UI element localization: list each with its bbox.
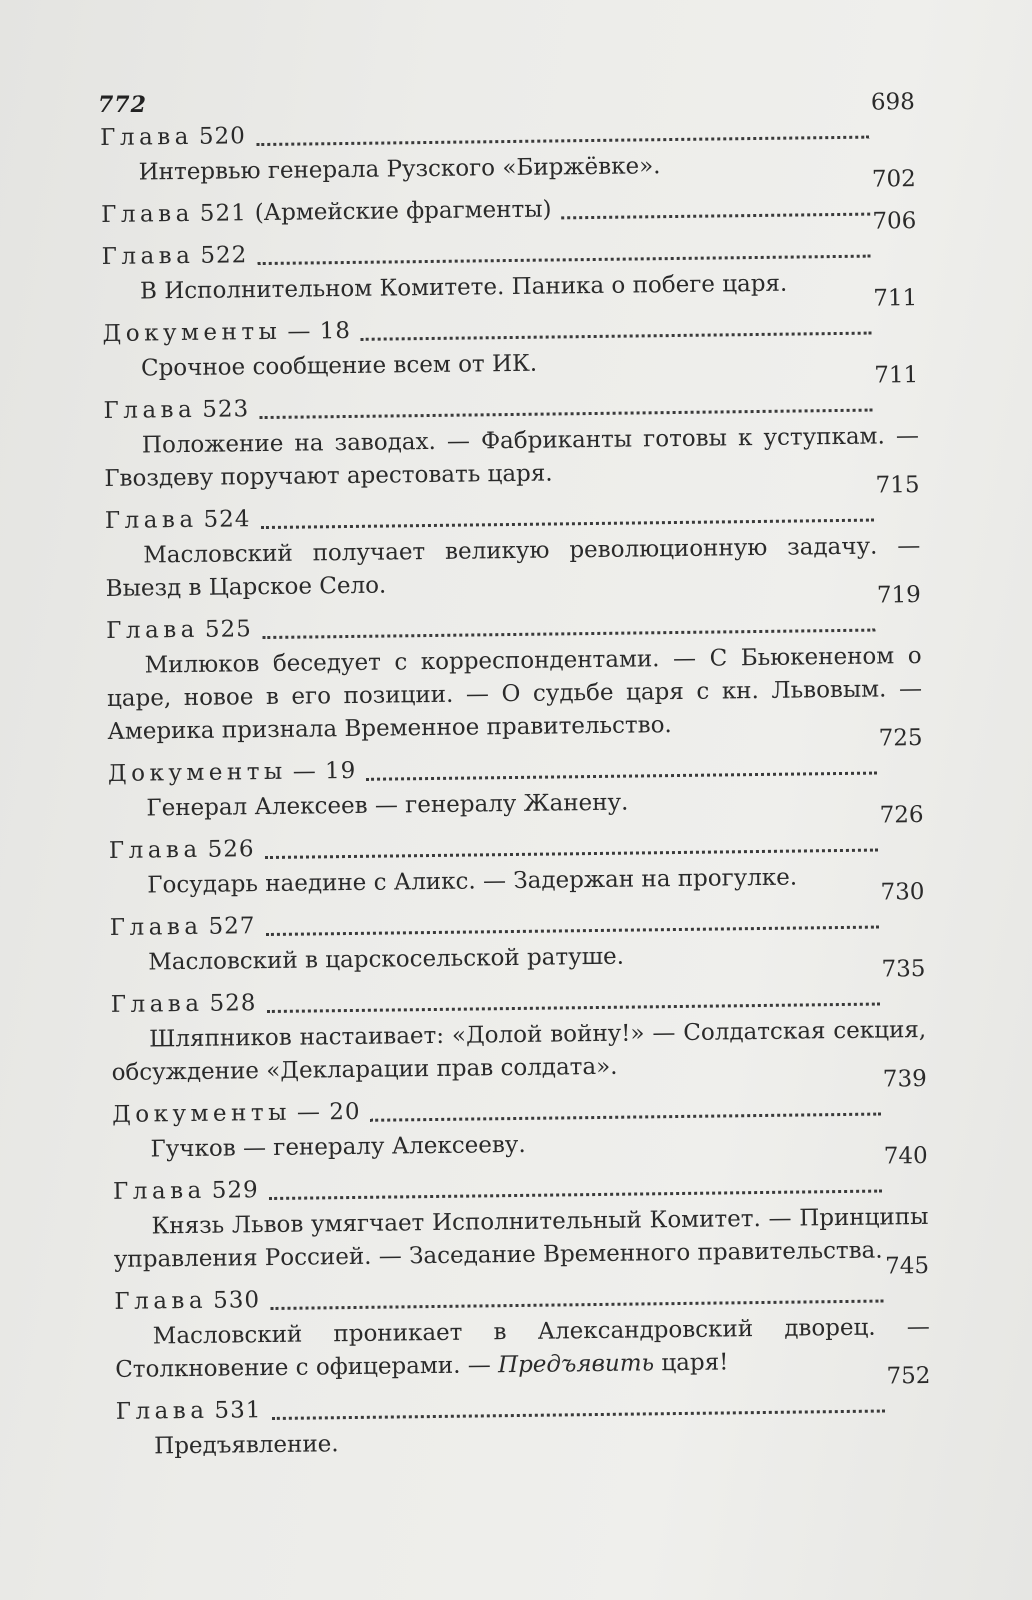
entry-label: Глава <box>109 913 203 941</box>
entry-label: Глава <box>104 506 198 534</box>
entry-number: 520 <box>198 123 246 150</box>
entry-description-emphasis: Предъявить <box>497 1350 655 1379</box>
entry-label: Документы <box>102 318 282 347</box>
entry-page-ref: 719 <box>876 582 921 609</box>
entry-label: Глава <box>103 396 197 424</box>
entry-description: Милюков беседует с корреспондентами. — С Бьюкененом о царе, новое в его позиции. — О судьбе царя с кн. Львовым. — Америка признала Временное правительство. <box>106 643 923 745</box>
dot-leader <box>271 1409 884 1420</box>
entry-page-ref: 735 <box>881 955 926 983</box>
entry-description <box>115 1311 931 1387</box>
entry-number: 530 <box>212 1287 261 1314</box>
dot-leader <box>256 135 869 146</box>
entry-label: Документы <box>111 1099 292 1128</box>
entry-page-ref: 698 <box>870 89 915 116</box>
entry-description: Положение на заводах. — Фабриканты готовы к уступкам. — Гвоздеву поручают арестовать царя. <box>104 423 920 492</box>
entry-number: 525 <box>204 616 252 643</box>
toc-entry-documents-19 <box>107 724 924 826</box>
dot-leader <box>266 1002 879 1013</box>
entry-description-text: царя! <box>653 1349 729 1377</box>
entry-description: Князь Львов умягчает Исполнительный Комитет. — Принципы управления Россией. — Заседание Временного правительства. <box>113 1203 929 1273</box>
entry-description: Интервью генерала Рузского «Биржёвке». <box>138 153 661 186</box>
entry-number: — 19 <box>292 757 357 785</box>
entry-label: Глава <box>100 123 194 151</box>
dot-leader <box>266 925 879 936</box>
entry-number: — 18 <box>287 317 352 345</box>
entry-page-ref: 702 <box>871 166 916 193</box>
dot-leader <box>257 254 870 265</box>
dot-leader <box>265 848 878 859</box>
page-number: 772 <box>98 92 147 118</box>
entry-page-ref: 711 <box>873 285 918 312</box>
entry-description: Государь наедине с Аликс. — Задержан на прогулке. <box>147 864 798 899</box>
entry-number: 529 <box>211 1177 259 1204</box>
entry-label: Глава <box>112 1177 206 1205</box>
entry-page-ref: 739 <box>882 1065 927 1093</box>
entry-label: Глава <box>110 990 204 1018</box>
dot-leader <box>366 771 877 781</box>
entry-page-ref: 726 <box>879 801 924 829</box>
dot-leader <box>371 1112 882 1122</box>
entry-number: 524 <box>203 506 251 533</box>
toc-entry-530 <box>114 1252 930 1387</box>
entry-page-ref: 706 <box>872 208 917 235</box>
entry-number: 527 <box>208 913 256 940</box>
entry-description: Масловский получает великую революционную задачу. — Выезд в Царское Село. <box>105 533 921 602</box>
toc-entry-525 <box>106 582 923 749</box>
entry-label: Глава <box>115 1397 209 1425</box>
entry-label: Документы <box>107 758 287 787</box>
dot-leader <box>562 212 871 220</box>
entry-number: 528 <box>209 990 257 1017</box>
dot-leader <box>361 331 872 341</box>
entry-number: 522 <box>200 242 248 269</box>
entry-number: 526 <box>207 836 255 863</box>
entry-description: Масловский в царскосельской ратуше. <box>148 943 625 976</box>
dot-leader <box>262 628 875 639</box>
entry-label: Глава <box>101 242 195 270</box>
entry-description: Срочное сообщение всем от ИК. <box>140 350 538 382</box>
entry-number: 521 <box>199 200 247 227</box>
entry-page-ref: 752 <box>886 1362 931 1390</box>
entry-page-ref: 740 <box>883 1142 928 1170</box>
entry-page-ref: 715 <box>875 472 920 499</box>
toc-entry-documents-20 <box>111 1065 928 1167</box>
entry-description: В Исполнительном Комитете. Паника о побеге царя. <box>139 270 788 305</box>
entry-description: Генерал Алексеев — генералу Жанену. <box>146 789 629 822</box>
dot-leader <box>261 518 874 529</box>
entry-subtitle: (Армейские фрагменты) <box>254 196 552 227</box>
dot-leader <box>270 1299 883 1310</box>
entry-label: Глава <box>106 616 200 644</box>
entry-description-text: Масловский проникает в Александровский дворец. — Столкновение с офицерами. — <box>115 1313 930 1383</box>
entry-label: Глава <box>100 200 195 228</box>
entry-description: Гучков — генералу Алексееву. <box>150 1131 526 1163</box>
entry-page-ref: 745 <box>884 1252 930 1280</box>
entry-number: — 20 <box>296 1098 361 1126</box>
entry-description: Предъявление. <box>154 1431 339 1460</box>
entry-page-ref: 730 <box>880 878 925 906</box>
entry-number: 531 <box>214 1397 262 1424</box>
entry-label: Глава <box>108 836 202 864</box>
entry-description: Шляпников настаивает: «Долой войну!» — Солдатская секция, обсуждение «Декларации прав солдата». <box>111 1016 927 1086</box>
dot-leader <box>259 408 872 419</box>
entry-label: Глава <box>114 1287 208 1315</box>
entry-page-ref: 725 <box>878 724 923 752</box>
entry-number: 523 <box>202 396 250 423</box>
dot-leader <box>269 1189 882 1200</box>
toc-entry-524 <box>104 472 921 606</box>
entry-page-ref: 711 <box>874 362 919 389</box>
